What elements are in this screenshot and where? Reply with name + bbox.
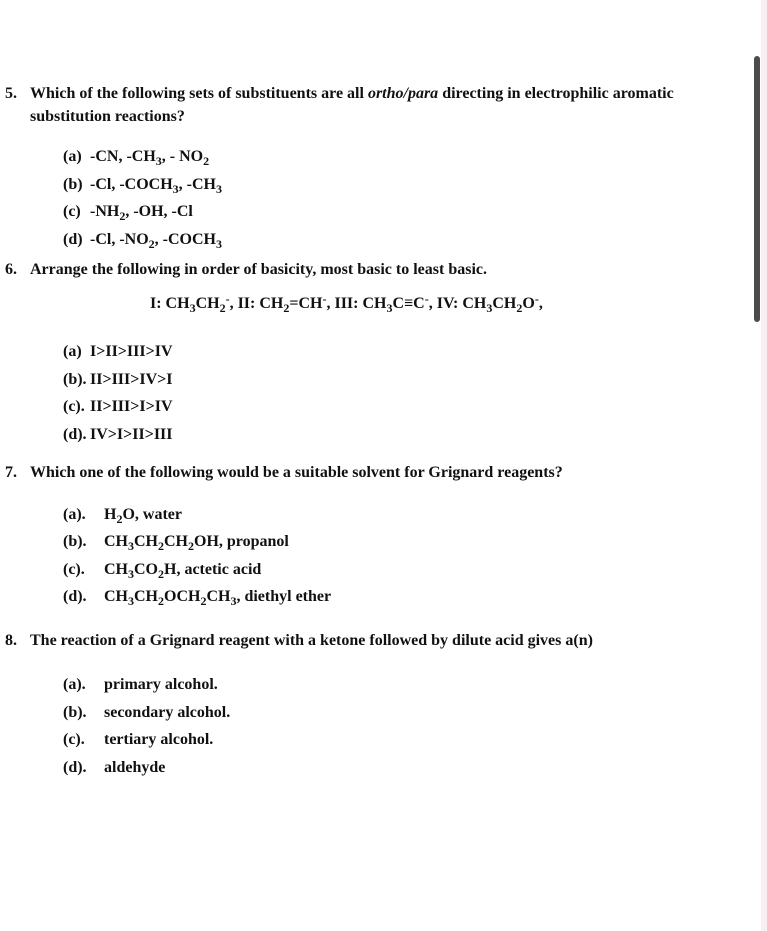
scrollbar-thumb[interactable]	[754, 56, 760, 322]
question-6-options	[63, 343, 723, 443]
option-label: (b).	[63, 703, 87, 721]
option-row	[63, 230, 723, 251]
option-text: $CH_3CO_2H$, actetic acid	[104, 560, 262, 581]
option-label: (d).	[63, 425, 87, 443]
question-number: 5.	[5, 85, 17, 102]
option-row	[63, 704, 723, 721]
option-row	[63, 148, 723, 168]
question-text: The reaction of a Grignard reagent with a ketone followed by dilute acid gives a(n)	[30, 632, 593, 649]
option-row	[63, 175, 723, 196]
option-row	[63, 203, 723, 223]
question-text: Which one of the following would be a suitable solvent for Grignard reagents?	[30, 463, 563, 481]
question-8-options	[63, 676, 723, 776]
option-text: -Cl, $-NO_2$, $-COCH_3$	[90, 230, 222, 251]
question-6	[5, 258, 723, 443]
option-row	[63, 731, 723, 748]
option-label: (a)	[63, 343, 82, 360]
question-7-heading	[5, 461, 723, 484]
option-row	[63, 533, 723, 553]
question-number: 7.	[5, 463, 17, 481]
option-text: $-NH_2$, -OH, -Cl	[90, 203, 193, 223]
option-row	[63, 426, 723, 443]
option-text: secondary alcohol.	[104, 703, 231, 721]
option-text: -Cl, $-COCH_3$, $-CH_3$	[90, 175, 222, 196]
question-5-heading	[5, 82, 723, 128]
option-text: $H_2O$, water	[104, 505, 182, 526]
option-text: $CH_3CH_2OCH_2CH_3$, diethyl ether	[104, 588, 332, 608]
option-row	[63, 371, 723, 388]
question-7	[5, 461, 723, 606]
option-label: (b).	[63, 370, 87, 388]
option-text: II>III>I>IV	[90, 398, 173, 415]
question-7-options	[63, 506, 723, 606]
option-label: (d).	[63, 758, 87, 776]
option-label: (b).	[63, 533, 87, 550]
option-label: (a)	[63, 148, 82, 165]
option-text: tertiary alcohol.	[104, 731, 214, 748]
question-8	[5, 629, 723, 776]
option-label: (c)	[63, 203, 81, 220]
option-label: (d)	[63, 230, 83, 248]
option-text: -CN, $-CH_3$, - $NO_2$	[90, 148, 210, 168]
option-row	[63, 505, 723, 526]
question-number: 6.	[5, 261, 17, 278]
option-label: (a).	[63, 505, 86, 523]
option-text: primary alcohol.	[104, 676, 218, 693]
chemical-formula-line: I: $CH_3CH_2^-$, II: $CH_2=CH^-$, III: $CH_3C\equiv C^-$, IV: $CH_3CH_2O^-$,	[150, 292, 543, 315]
page-edge-background	[761, 0, 767, 931]
option-label: (c).	[63, 398, 85, 415]
option-row	[63, 398, 723, 415]
option-text: II>III>IV>I	[90, 370, 173, 388]
question-6-heading	[5, 258, 723, 281]
option-text: $CH_3CH_2CH_2OH$, propanol	[104, 533, 289, 553]
option-text: I>II>III>IV	[90, 343, 173, 360]
option-label: (c).	[63, 731, 85, 748]
option-label: (b)	[63, 175, 83, 193]
option-label: (c).	[63, 560, 85, 578]
question-text: Which of the following sets of substituents are all ortho/para directing in electrophilic aromatic substitution reactions?	[30, 85, 674, 125]
option-text: IV>I>II>III	[90, 425, 173, 443]
question-8-heading	[5, 629, 723, 652]
option-row	[63, 343, 723, 360]
question-number: 8.	[5, 632, 17, 649]
option-row	[63, 588, 723, 608]
question-text: Arrange the following in order of basicity, most basic to least basic.	[30, 261, 488, 278]
option-row	[63, 676, 723, 693]
option-text: aldehyde	[104, 758, 166, 776]
option-label: (a).	[63, 676, 86, 693]
option-label: (d).	[63, 588, 87, 605]
option-row	[63, 759, 723, 776]
option-row	[63, 560, 723, 581]
question-5-options	[63, 148, 723, 251]
question-5	[5, 82, 723, 251]
